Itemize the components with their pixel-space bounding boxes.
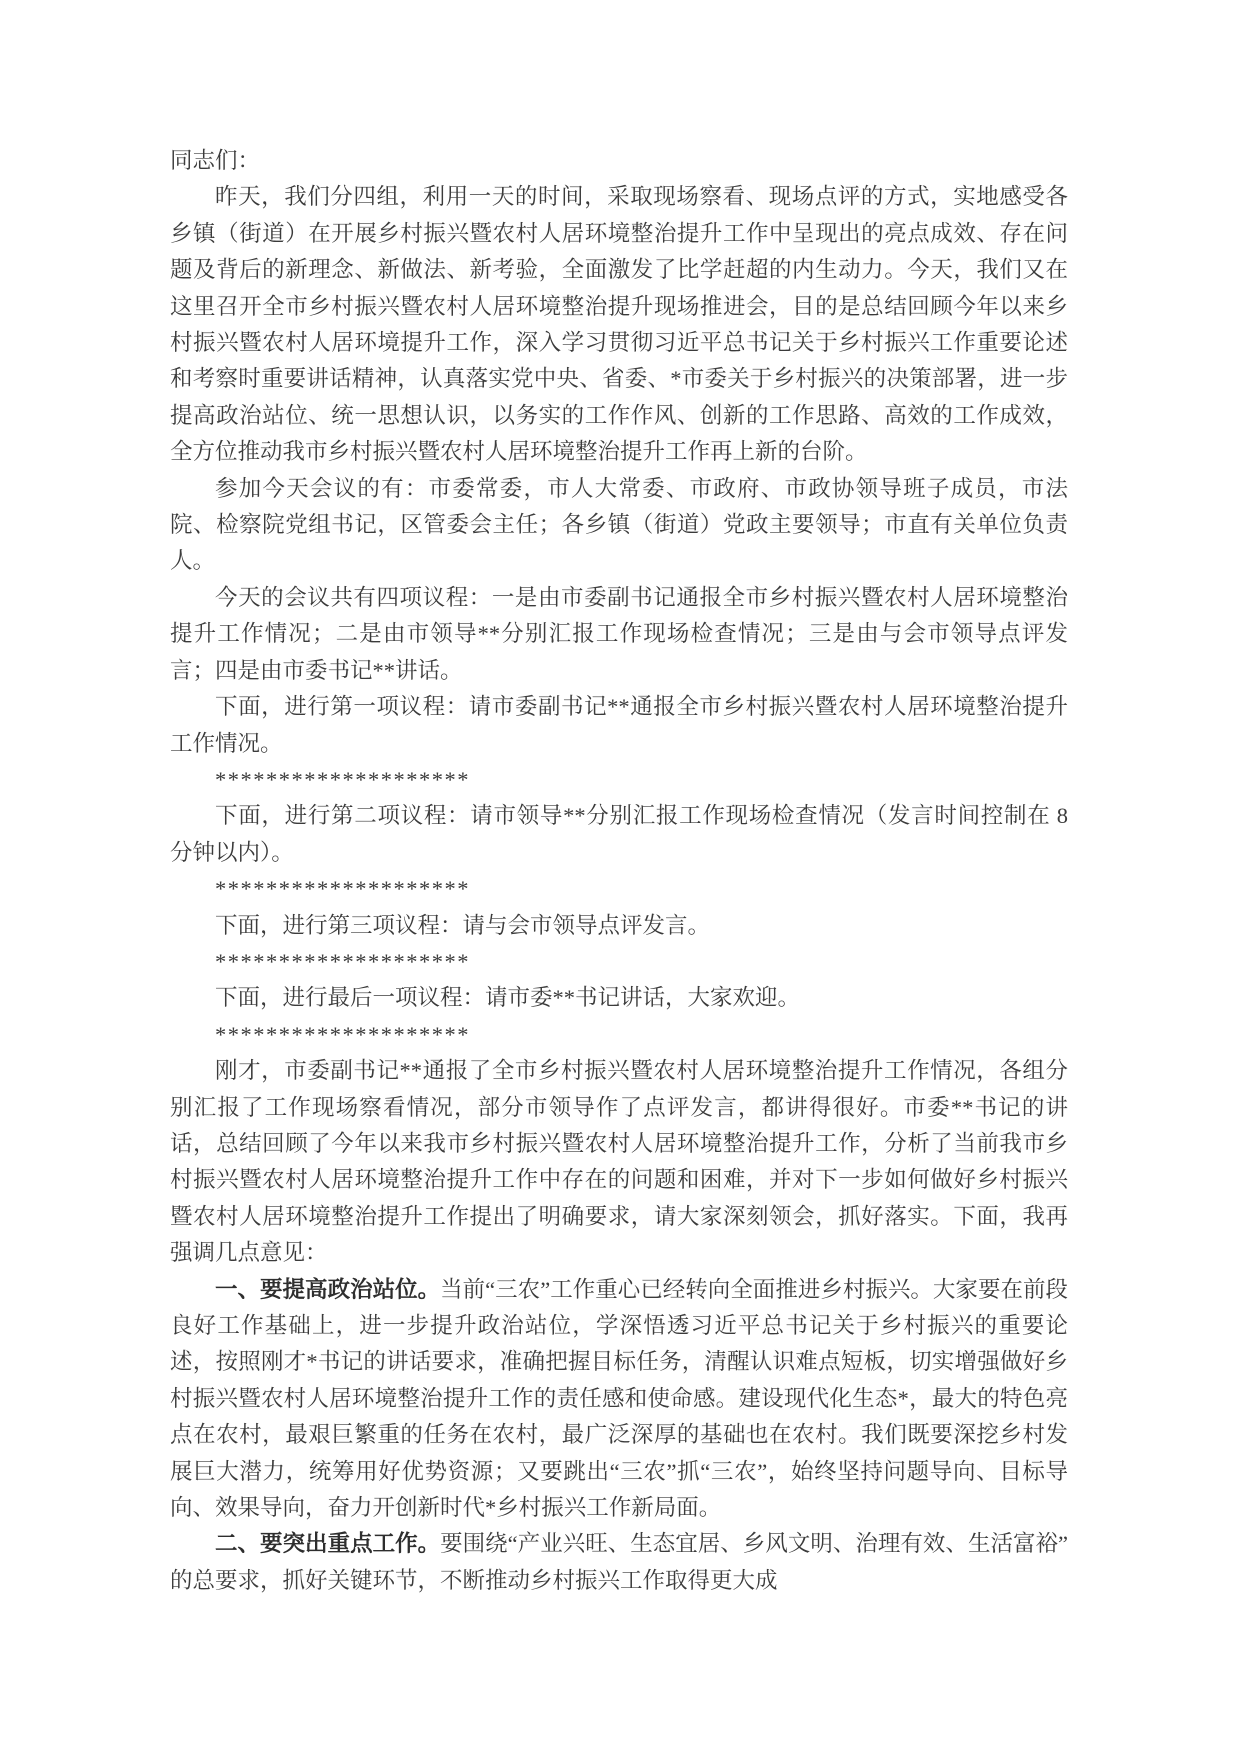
paragraph: 参加今天会议的有：市委常委，市人大常委、市政府、市政协领导班子成员，市法院、检察院党组书记，区管委会主任；各乡镇（街道）党政主要领导；市直有关单位负责人。 bbox=[170, 475, 1068, 574]
paragraph: 下面，进行第二项议程：请市领导**分别汇报工作现场检查情况（发言时间控制在 8 分钟以内）。 bbox=[170, 803, 1068, 865]
paragraph: 刚才，市委副书记**通报了全市乡村振兴暨农村人居环境整治提升工作情况，各组分别汇报了工作现场察看情况，部分市领导作了点评发言，都讲得很好。市委**书记的讲话，总结回顾了今年以来我市乡村振兴暨农村人居环境整治提升工作，分析了当前我市乡村振兴暨农村人居环境整治提升工作中存在的问题和困难，并对下一步如何做好乡村振兴暨农村人居环境整治提升工作提出了明确要求，请大家深刻领会，抓好落实。下面，我再强调几点意见： bbox=[170, 1058, 1068, 1266]
paragraph: 下面，进行第一项议程：请市委副书记**通报全市乡村振兴暨农村人居环境整治提升工作情况。 bbox=[170, 694, 1068, 756]
section-paragraph bbox=[170, 1272, 1068, 1527]
separator-stars-line: ******************** bbox=[215, 766, 470, 792]
salutation: 同志们： bbox=[170, 148, 261, 173]
paragraph: 今天的会议共有四项议程：一是由市委副书记通报全市乡村振兴暨农村人居环境整治提升工作情况；二是由市领导**分别汇报工作现场检查情况；三是由与会市领导点评发言；四是由市委书记**讲话。 bbox=[170, 584, 1068, 683]
section-heading: 二、要突出重点工作。 bbox=[215, 1531, 441, 1557]
section-paragraph bbox=[170, 1526, 1068, 1599]
paragraph: 下面，进行最后一项议程：请市委**书记讲话，大家欢迎。 bbox=[215, 985, 801, 1011]
separator-stars-line: ******************** bbox=[215, 876, 470, 902]
paragraph: 昨天，我们分四组，利用一天的时间，采取现场察看、现场点评的方式，实地感受各乡镇（街道）在开展乡村振兴暨农村人居环境整治提升工作中呈现出的亮点成效、存在问题及背后的新理念、新做法、新考验，全面激发了比学赶超的内生动力。今天，我们又在这里召开全市乡村振兴暨农村人居环境整治提升现场推进会，目的是总结回顾今年以来乡村振兴暨农村人居环境提升工作，深入学习贯彻习近平总书记关于乡村振兴工作重要论述和考察时重要讲话精神，认真落实党中央、省委、*市委关于乡村振兴的决策部署，进一步提高政治站位、统一思想认识，以务实的工作作风、创新的工作思路、高效的工作成效，全方位推动我市乡村振兴暨农村人居环境整治提升工作再上新的台阶。 bbox=[170, 184, 1068, 465]
section-text: 当前“三农”工作重心已经转向全面推进乡村振兴。大家要在前段良好工作基础上，进一步提升政治站位，学深悟透习近平总书记关于乡村振兴的重要论述，按照刚才*书记的讲话要求，准确把握目标任务，清醒认识难点短板，切实增强做好乡村振兴暨农村人居环境整治提升工作的责任感和使命感。建设现代化生态*，最大的特色亮点在农村，最艰巨繁重的任务在农村，最广泛深厚的基础也在农村。我们既要深挖乡村发展巨大潜力，统筹用好优势资源；又要跳出“三农”抓“三农”，始终坚持问题导向、目标导向、效果导向，奋力开创新时代*乡村振兴工作新局面。 bbox=[170, 1276, 1068, 1521]
separator-stars-line: ******************** bbox=[215, 1021, 470, 1047]
separator-stars-line: ******************** bbox=[215, 948, 470, 974]
section-text: 要围绕“产业兴旺、生态宜居、乡风文明、治理有效、生活富裕”的总要求，抓好关键环节，不断推动乡村振兴工作取得更大成 bbox=[170, 1531, 1068, 1593]
document-body bbox=[170, 143, 1068, 1599]
paragraph: 下面，进行第三项议程：请与会市领导点评发言。 bbox=[215, 912, 711, 938]
section-heading: 一、要提高政治站位。 bbox=[215, 1276, 441, 1302]
